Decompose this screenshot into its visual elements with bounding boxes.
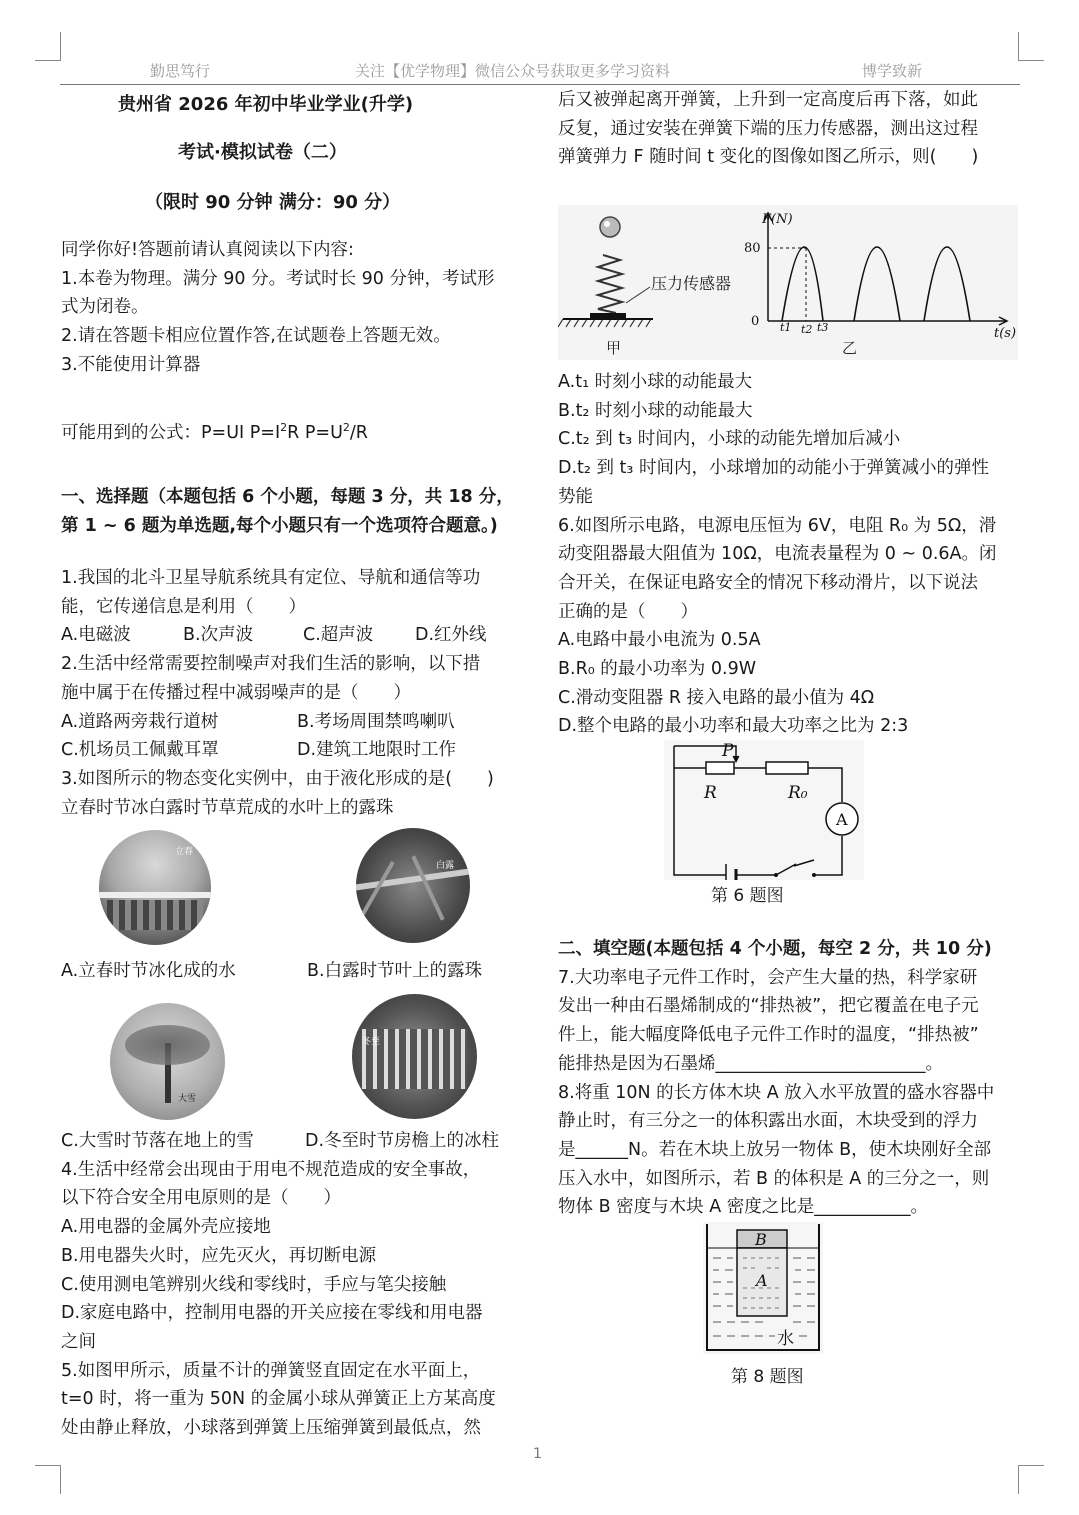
label-jia: 甲 bbox=[606, 339, 622, 357]
q4-option-c: C.使用测电笔辨别火线和零线时，手应与笔尖接触 bbox=[61, 1274, 447, 1295]
ball bbox=[600, 217, 620, 237]
q1-stem: 1.我国的北斗卫星导航系统具有定位、导航和通信等功 bbox=[61, 568, 481, 588]
header-center: 关注【优学物理】微信公众号获取更多学习资料 bbox=[355, 62, 671, 80]
q7-line: 7.大功率电子元件工作时，会产生大量的热，科学家研 bbox=[558, 967, 978, 988]
q1-option-c: C.超声波 bbox=[303, 625, 374, 646]
sensor-label: 压力传感器 bbox=[651, 274, 732, 293]
q6-option-a: A.电路中最小电流为 0.5A bbox=[558, 630, 761, 651]
question-4-block bbox=[61, 1127, 521, 1443]
photo-label: 立春 bbox=[174, 847, 193, 857]
formula-mid: R P=U bbox=[287, 422, 343, 443]
q6-option-d: D.整个电路的最小功率和最大功率之比为 2:3 bbox=[558, 716, 909, 737]
q7-line: 发出一种由石墨烯制成的“排热被”，把它覆盖在电子元 bbox=[558, 996, 979, 1017]
q5-q6-text bbox=[558, 368, 997, 741]
formula-line bbox=[61, 414, 368, 448]
y-value-label: 80 bbox=[744, 241, 761, 256]
q5-option-b: B.t₂ 时刻小球的动能最大 bbox=[558, 400, 753, 421]
q7-line: 件上，能大幅度降低电子元件工作时的温度，“排热被” bbox=[558, 1025, 979, 1046]
page-number: 1 bbox=[533, 1446, 542, 1462]
q5-stem: 后又被弹起离开弹簧，上升到一定高度后再下落，如此 bbox=[558, 90, 978, 110]
q2-stem: 2.生活中经常需要控制噪声对我们生活的影响，以下措 bbox=[61, 654, 481, 675]
q5-stem-continued bbox=[558, 86, 978, 172]
notice-block bbox=[61, 236, 494, 380]
q2-option-a: A.道路两旁栽行道树 bbox=[61, 711, 219, 732]
q3-stem: 3.如图所示的物态变化实例中，由于液化形成的是( ) bbox=[61, 768, 494, 789]
notice-line: 同学你好!答题前请认真阅读以下内容: bbox=[61, 240, 354, 260]
notice-line: 2.请在答题卡相应位置作答,在试题卷上答题无效。 bbox=[61, 326, 451, 347]
rheostat-label: R bbox=[704, 783, 717, 803]
q8-figure-caption: 第 8 题图 bbox=[731, 1367, 804, 1387]
q1-option-b: B.次声波 bbox=[183, 625, 254, 646]
formula-prefix: 可能用到的公式：P=UI P=I bbox=[61, 422, 281, 443]
q3-option-b: B.白露时节叶上的露珠 bbox=[307, 961, 483, 981]
q8-line: 物体 B 密度与木块 A 密度之比是___________。 bbox=[558, 1197, 928, 1218]
section2-line: 二、填空题(本题包括 4 个小题，每空 2 分，共 10 分) bbox=[558, 939, 992, 959]
exam-title-line1: 贵州省 2026 年初中毕业学业(升学) bbox=[118, 94, 414, 115]
q4-option-b: B.用电器失火时，应先灭火，再切断电源 bbox=[61, 1245, 377, 1266]
q8-line: 静止时，有三分之一的体积露出水面，木块受到的浮力 bbox=[558, 1111, 978, 1132]
notice-line: 3.不能使用计算器 bbox=[61, 354, 201, 375]
header-right: 博学致新 bbox=[862, 62, 923, 80]
water-label: 水 bbox=[777, 1329, 794, 1349]
tick-t3: t3 bbox=[817, 321, 829, 334]
q4-stem: 以下符合安全用电原则的是（ ） bbox=[61, 1188, 341, 1209]
q5-figure bbox=[558, 205, 1018, 360]
q8-line: 压入水中，如图所示，若 B 的体积是 A 的三分之一，则 bbox=[558, 1168, 990, 1189]
exam-title-line3: （限时 90 分钟 满分：90 分） bbox=[145, 192, 401, 213]
q7-line: 能排热是因为石墨烯________________________。 bbox=[558, 1053, 943, 1074]
q3-option-d: D.冬至时节房檐上的冰柱 bbox=[305, 1131, 500, 1151]
header-rule bbox=[60, 84, 1020, 85]
q3-option-a: A.立春时节冰化成的水 bbox=[61, 961, 236, 981]
q6-stem: 正确的是（ ） bbox=[558, 601, 698, 622]
photo-snow-tree bbox=[110, 1003, 225, 1120]
formula-sup: 2 bbox=[280, 421, 288, 434]
q6-option-c: C.滑动变阻器 R 接入电路的最小值为 4Ω bbox=[558, 687, 875, 708]
tick-t1: t1 bbox=[780, 321, 792, 334]
q4-option-d: D.家庭电路中，控制用电器的开关应接在零线和用电器 bbox=[61, 1303, 483, 1324]
q2-option-b: B.考场周围禁鸣喇叭 bbox=[297, 711, 455, 732]
q2-option-d: D.建筑工地限时工作 bbox=[297, 740, 457, 761]
block-B-label: B bbox=[755, 1230, 767, 1249]
exam-title-line2: 考试·模拟试卷（二） bbox=[178, 142, 347, 163]
notice-line: 式为闭卷。 bbox=[61, 297, 149, 318]
crop-mark-top-left bbox=[35, 32, 61, 61]
rheostat-R bbox=[706, 762, 734, 774]
section2-heading bbox=[558, 935, 994, 964]
q5-stem: 弹簧弹力 F 随时间 t 变化的图像如图乙所示，则( ) bbox=[558, 147, 979, 168]
photo-ice-melting bbox=[99, 830, 211, 945]
q5-option-d-cont: 势能 bbox=[558, 486, 593, 507]
q3-option-c: C.大雪时节落在地上的雪 bbox=[61, 1131, 254, 1151]
origin-label: 0 bbox=[751, 314, 760, 329]
q6-stem: 动变阻器最大阻值为 10Ω，电流表量程为 0 ~ 0.6A。闭 bbox=[558, 544, 997, 565]
q3-options-row1 bbox=[61, 957, 521, 986]
resistor-label: R₀ bbox=[788, 783, 808, 803]
header-left: 勤思笃行 bbox=[150, 62, 211, 80]
q1-option-a: A.电磁波 bbox=[61, 625, 131, 646]
q4-stem: 4.生活中经常会出现由于用电不规范造成的安全事故， bbox=[61, 1159, 481, 1180]
q4-option-d-cont: 之间 bbox=[61, 1331, 96, 1352]
q5-option-c: C.t₂ 到 t₃ 时间内，小球的动能先增加后减小 bbox=[558, 429, 901, 450]
q5-stem: 反复，通过安装在弹簧下端的压力传感器，测出这过程 bbox=[558, 118, 978, 139]
q5-option-a: A.t₁ 时刻小球的动能最大 bbox=[558, 372, 753, 392]
q5-stem: 处由静止释放，小球落到弹簧上压缩弹簧到最低点，然 bbox=[61, 1418, 481, 1439]
slider-label-P: P bbox=[722, 741, 734, 761]
q2-stem: 施中属于在传播过程中减弱噪声的是（ ） bbox=[61, 682, 411, 703]
q6-circuit-diagram bbox=[664, 740, 864, 880]
question-1 bbox=[61, 564, 494, 822]
q3-stem: 立春时节冰白露时节草荒成的水叶上的露珠 bbox=[61, 797, 394, 818]
section1-line: 第 1 ~ 6 题为单选题,每个小题只有一个选项符合题意。) bbox=[61, 515, 498, 536]
ammeter-label: A bbox=[836, 810, 848, 829]
q8-line: 是______N。若在木块上放另一物体 B，使木块刚好全部 bbox=[558, 1139, 992, 1160]
q5-stem: t=0 时，将一重为 50N 的金属小球从弹簧正上方某高度 bbox=[61, 1389, 496, 1410]
notice-line: 1.本卷为物理。满分 90 分。考试时长 90 分钟，考试形 bbox=[61, 268, 495, 289]
x-axis-label: t(s) bbox=[994, 326, 1017, 341]
formula-suffix: /R bbox=[349, 422, 368, 443]
q8-line: 8.将重 10N 的长方体木块 A 放入水平放置的盛水容器中 bbox=[558, 1082, 995, 1103]
section1-line: 一、选择题（本题包括 6 个小题，每题 3 分，共 18 分， bbox=[61, 487, 514, 507]
block-A-label: A bbox=[756, 1271, 768, 1290]
section1-heading bbox=[61, 483, 514, 540]
q5-stem: 5.如图甲所示，质量不计的弹簧竖直固定在水平面上， bbox=[61, 1360, 481, 1381]
q2-option-c: C.机场员工佩戴耳罩 bbox=[61, 740, 219, 761]
y-axis-label: F(N) bbox=[762, 212, 793, 227]
photo-dew-on-leaf bbox=[356, 828, 470, 943]
q6-stem: 合开关，在保证电路安全的情况下移动滑片，以下说法 bbox=[558, 572, 978, 593]
crop-mark-top-right bbox=[1018, 32, 1044, 61]
photo-icicles bbox=[352, 994, 477, 1119]
section2-and-q7-q8 bbox=[558, 935, 994, 1222]
resistor-R0 bbox=[766, 762, 808, 774]
q1-stem: 能，它传递信息是利用（ ） bbox=[61, 596, 306, 617]
crop-mark-bottom-right bbox=[1018, 1465, 1044, 1494]
q5-option-d: D.t₂ 到 t₃ 时间内，小球增加的动能小于弹簧减小的弹性 bbox=[558, 458, 989, 479]
q6-stem: 6.如图所示电路，电源电压恒为 6V，电阻 R₀ 为 5Ω，滑 bbox=[558, 515, 997, 536]
photo-label: 冬至 bbox=[362, 1037, 381, 1047]
q4-option-a: A.用电器的金属外壳应接地 bbox=[61, 1217, 271, 1238]
q6-option-b: B.R₀ 的最小功率为 0.9W bbox=[558, 659, 757, 680]
q1-option-d: D.红外线 bbox=[415, 625, 487, 646]
q8-container-diagram bbox=[703, 1222, 823, 1354]
photo-label: 大雪 bbox=[178, 1094, 197, 1104]
crop-mark-bottom-left bbox=[35, 1465, 61, 1494]
formula-sup: 2 bbox=[342, 421, 350, 434]
label-yi: 乙 bbox=[842, 339, 858, 357]
q6-figure-caption: 第 6 题图 bbox=[711, 886, 784, 906]
photo-label: 白露 bbox=[435, 861, 454, 871]
tick-t2: t2 bbox=[801, 323, 813, 336]
